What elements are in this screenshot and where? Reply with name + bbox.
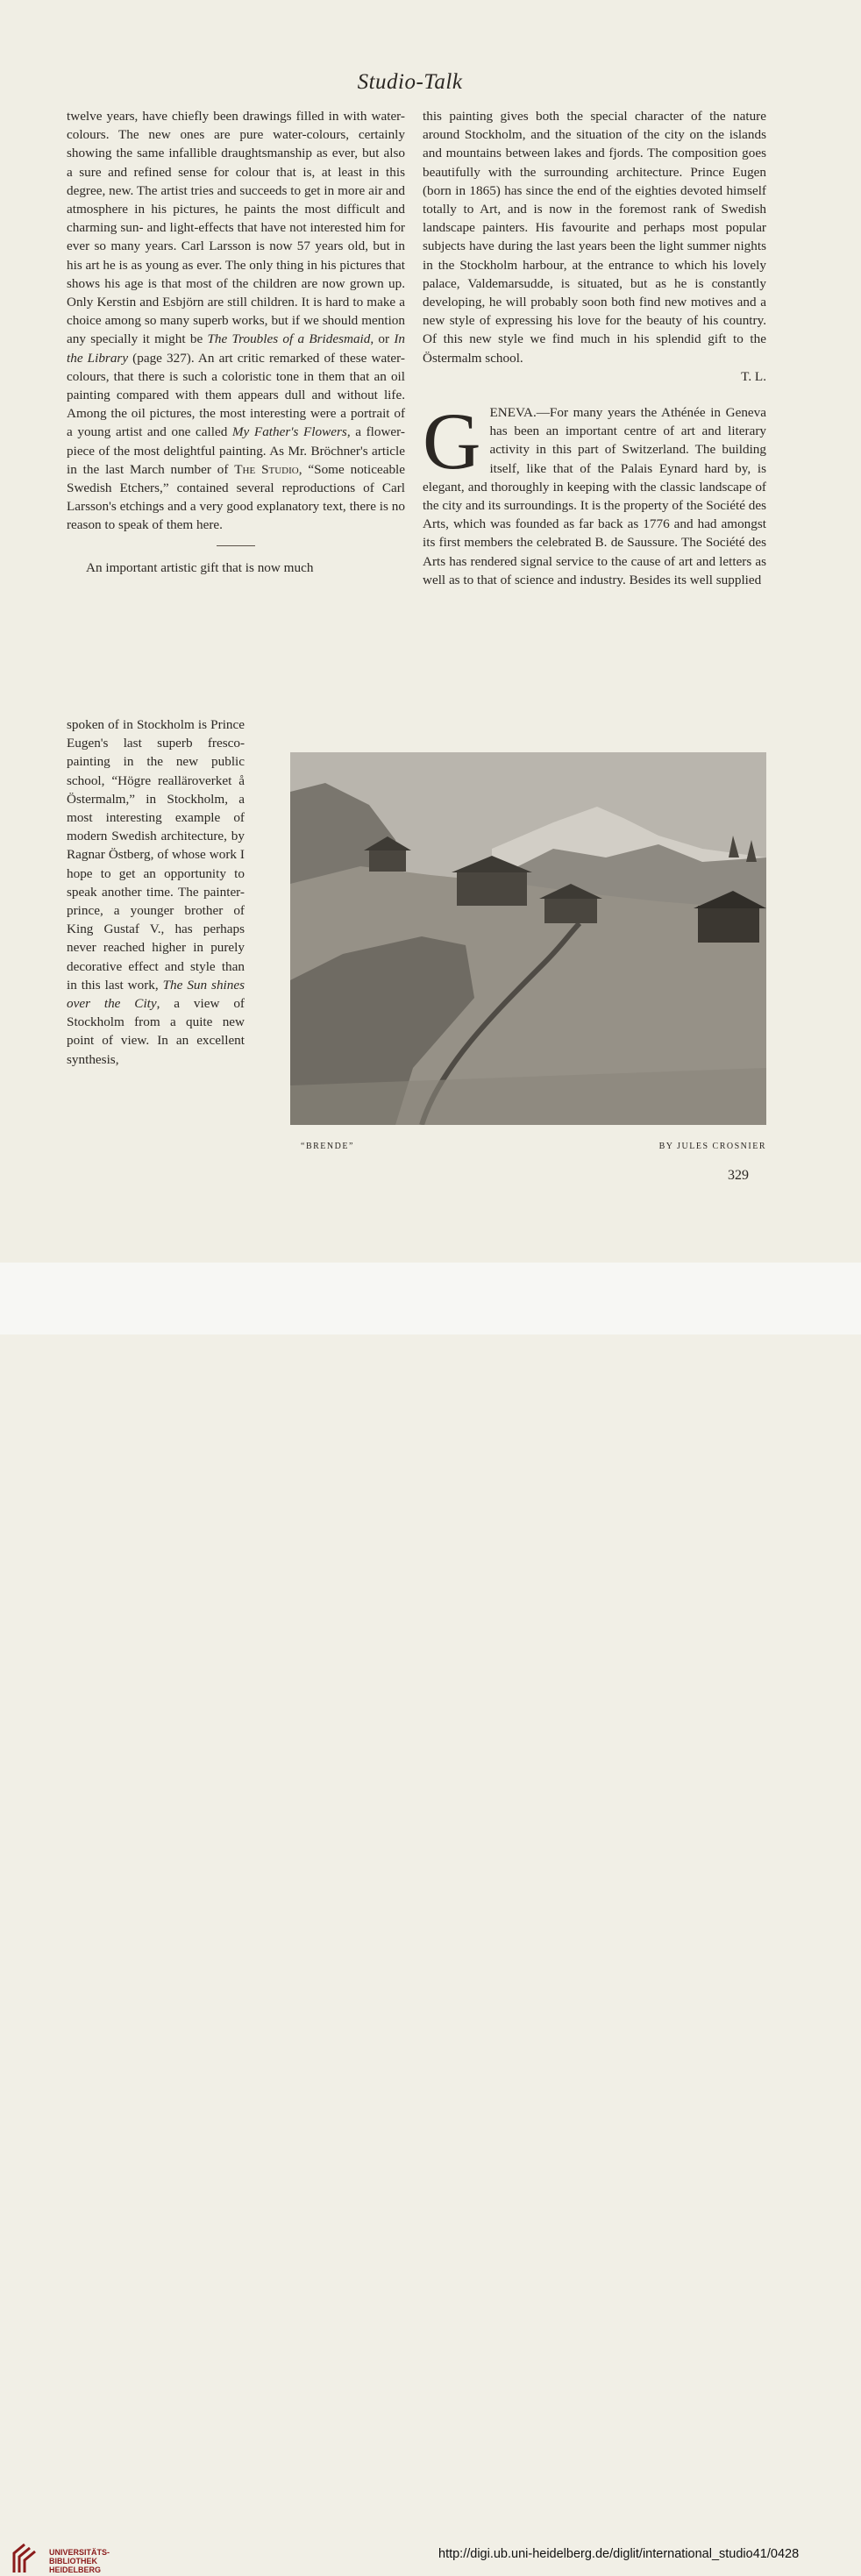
viewer-footer — [0, 1263, 861, 2574]
chalet — [457, 871, 527, 906]
library-line: UNIVERSITÄTS- — [49, 2548, 110, 2557]
left-paragraph-2: An important artistic gift that is now much — [86, 559, 314, 575]
library-name — [49, 2548, 110, 2574]
page-number: 329 — [728, 1168, 749, 1183]
left-column — [67, 107, 405, 577]
artwork-title: The Troubles of a Bridesmaid — [207, 331, 371, 347]
chalet — [544, 897, 597, 923]
artwork-title: The Sun shines over the City — [67, 977, 245, 1012]
text-run: , “Some noticeable Swedish Etchers,” contained several reproductions of Carl Larsson's etchings and a very good explanatory text, there is no reason to speak of them here. — [67, 461, 405, 533]
text-run: , a flower-piece of the most delightful painting. As Mr. Bröchner's article in the last March number of — [67, 424, 405, 477]
artwork-title: My Father's Flowers — [231, 424, 347, 440]
caption-title: “BRENDE” — [301, 1142, 354, 1151]
library-line: BIBLIOTHEK — [49, 2557, 97, 2565]
library-line: HEIDELBERG — [49, 2565, 102, 2574]
right-column — [423, 107, 766, 589]
right-paragraph-2 — [423, 396, 766, 589]
section-divider — [217, 545, 255, 546]
artwork-title: In the Library — [67, 331, 405, 366]
running-head: Studio-Talk — [357, 70, 463, 94]
text-run: this painting gives both the special character of the nature around Stockholm, and the situation of the city on the islands and mountains between lakes and fjords. The composition goes beautifully with the surrounding architecture. Prince Eugen (born in 1865) has since the end of the eighties devoted himself totally to Art, and is now in the foremost rank of Swedish landscape painters. His favourite and perhaps most popular subjects have during the last years been the light summer nights in the Stockholm harbour, at the entrance to which his lovely palace, Valdemarsudde, is situated, but as he is constantly developing, he will probably soon both find new motives and a new style of expressing his love for the beauty of his country. Of this new style we find much in his splendid gift to the Östermalm school. — [423, 109, 766, 366]
chalet — [698, 906, 759, 943]
text-run: ENEVA.—For many years the Athénée in Geneva has been an important centre of art and literary activity in this part of Switzerland. The building itself, like that of the Palais Eynard hard by, is elegant, and thoroughly in keeping with the classic landscape of the city and its surroundings. It is the property of the Société des Arts, which was founded as far back as 1776 and had amongst its first members the celebrated B. de Saussure. The Société des Arts has rendered signal service to the cause of art and letters as well as to that of science and industry. Besides its well supplied — [423, 405, 766, 587]
chalet — [369, 849, 406, 872]
text-run: (page 327). An art critic remarked of these water-colours, that there is such a coloristic tone in them that an oil painting compared with them appears dull and without life. Among the oil pictures, the most interesting were a portrait of a young artist and one called — [67, 350, 405, 440]
text-run: spoken of in Stockholm is Prince Eugen's last superb fresco-painting in the new public school, “Högre realläroverket å Östermalm,” in Stockholm, a most interesting example of modern Swedish architecture, by Ragnar Östberg, of whose work I hope to get an opportunity to speak another time. The painter-prince, a younger brother of King Gustaf V., has perhaps never reached higher in purely decorative effect and style than in this last work, — [67, 717, 245, 993]
text-run: twelve years, have chiefly been drawings filled in with water-colours. The new ones are pure water-colours, certainly showing the same infallible draughtsmanship as ever, but also a sure and refined sense for colour that is, at least in this degree, new. The artist tries and succeeds to get in more air and atmosphere in his pictures, he paints the most difficult and charming sun- and light-effects that have not interested him for ever so many years. Carl Larsson is now 57 years old, but in his art he is as young as ever. The only thing in his pictures that shows his age is that most of the children are now grown up. Only Kerstin and Esbjörn are still children. It is hard to make a choice among so many superb works, but if we should mention any specially it might be — [67, 109, 405, 347]
right-paragraph-1 — [423, 107, 766, 386]
source-url[interactable]: http://digi.ub.uni-heidelberg.de/diglit/international_studio41/0428 — [438, 2547, 800, 2561]
university-library-logo-icon — [9, 2541, 44, 2576]
caption-credit: BY JULES CROSNIER — [658, 1142, 766, 1151]
narrow-column — [67, 715, 245, 1069]
text-run: , a view of Stockholm from a quite new point of view. In an excellent synthesis, — [67, 996, 245, 1067]
narrow-paragraph — [67, 715, 245, 1069]
plate-illustration — [290, 752, 766, 1125]
text-run: , or — [370, 331, 395, 347]
landscape-painting — [290, 752, 766, 1125]
author-signature: T. L. — [741, 368, 766, 384]
left-paragraph-1 — [67, 107, 405, 535]
scanned-page — [0, 0, 861, 1263]
magazine-name: The Studio — [234, 461, 299, 477]
drop-cap: G — [423, 396, 481, 487]
